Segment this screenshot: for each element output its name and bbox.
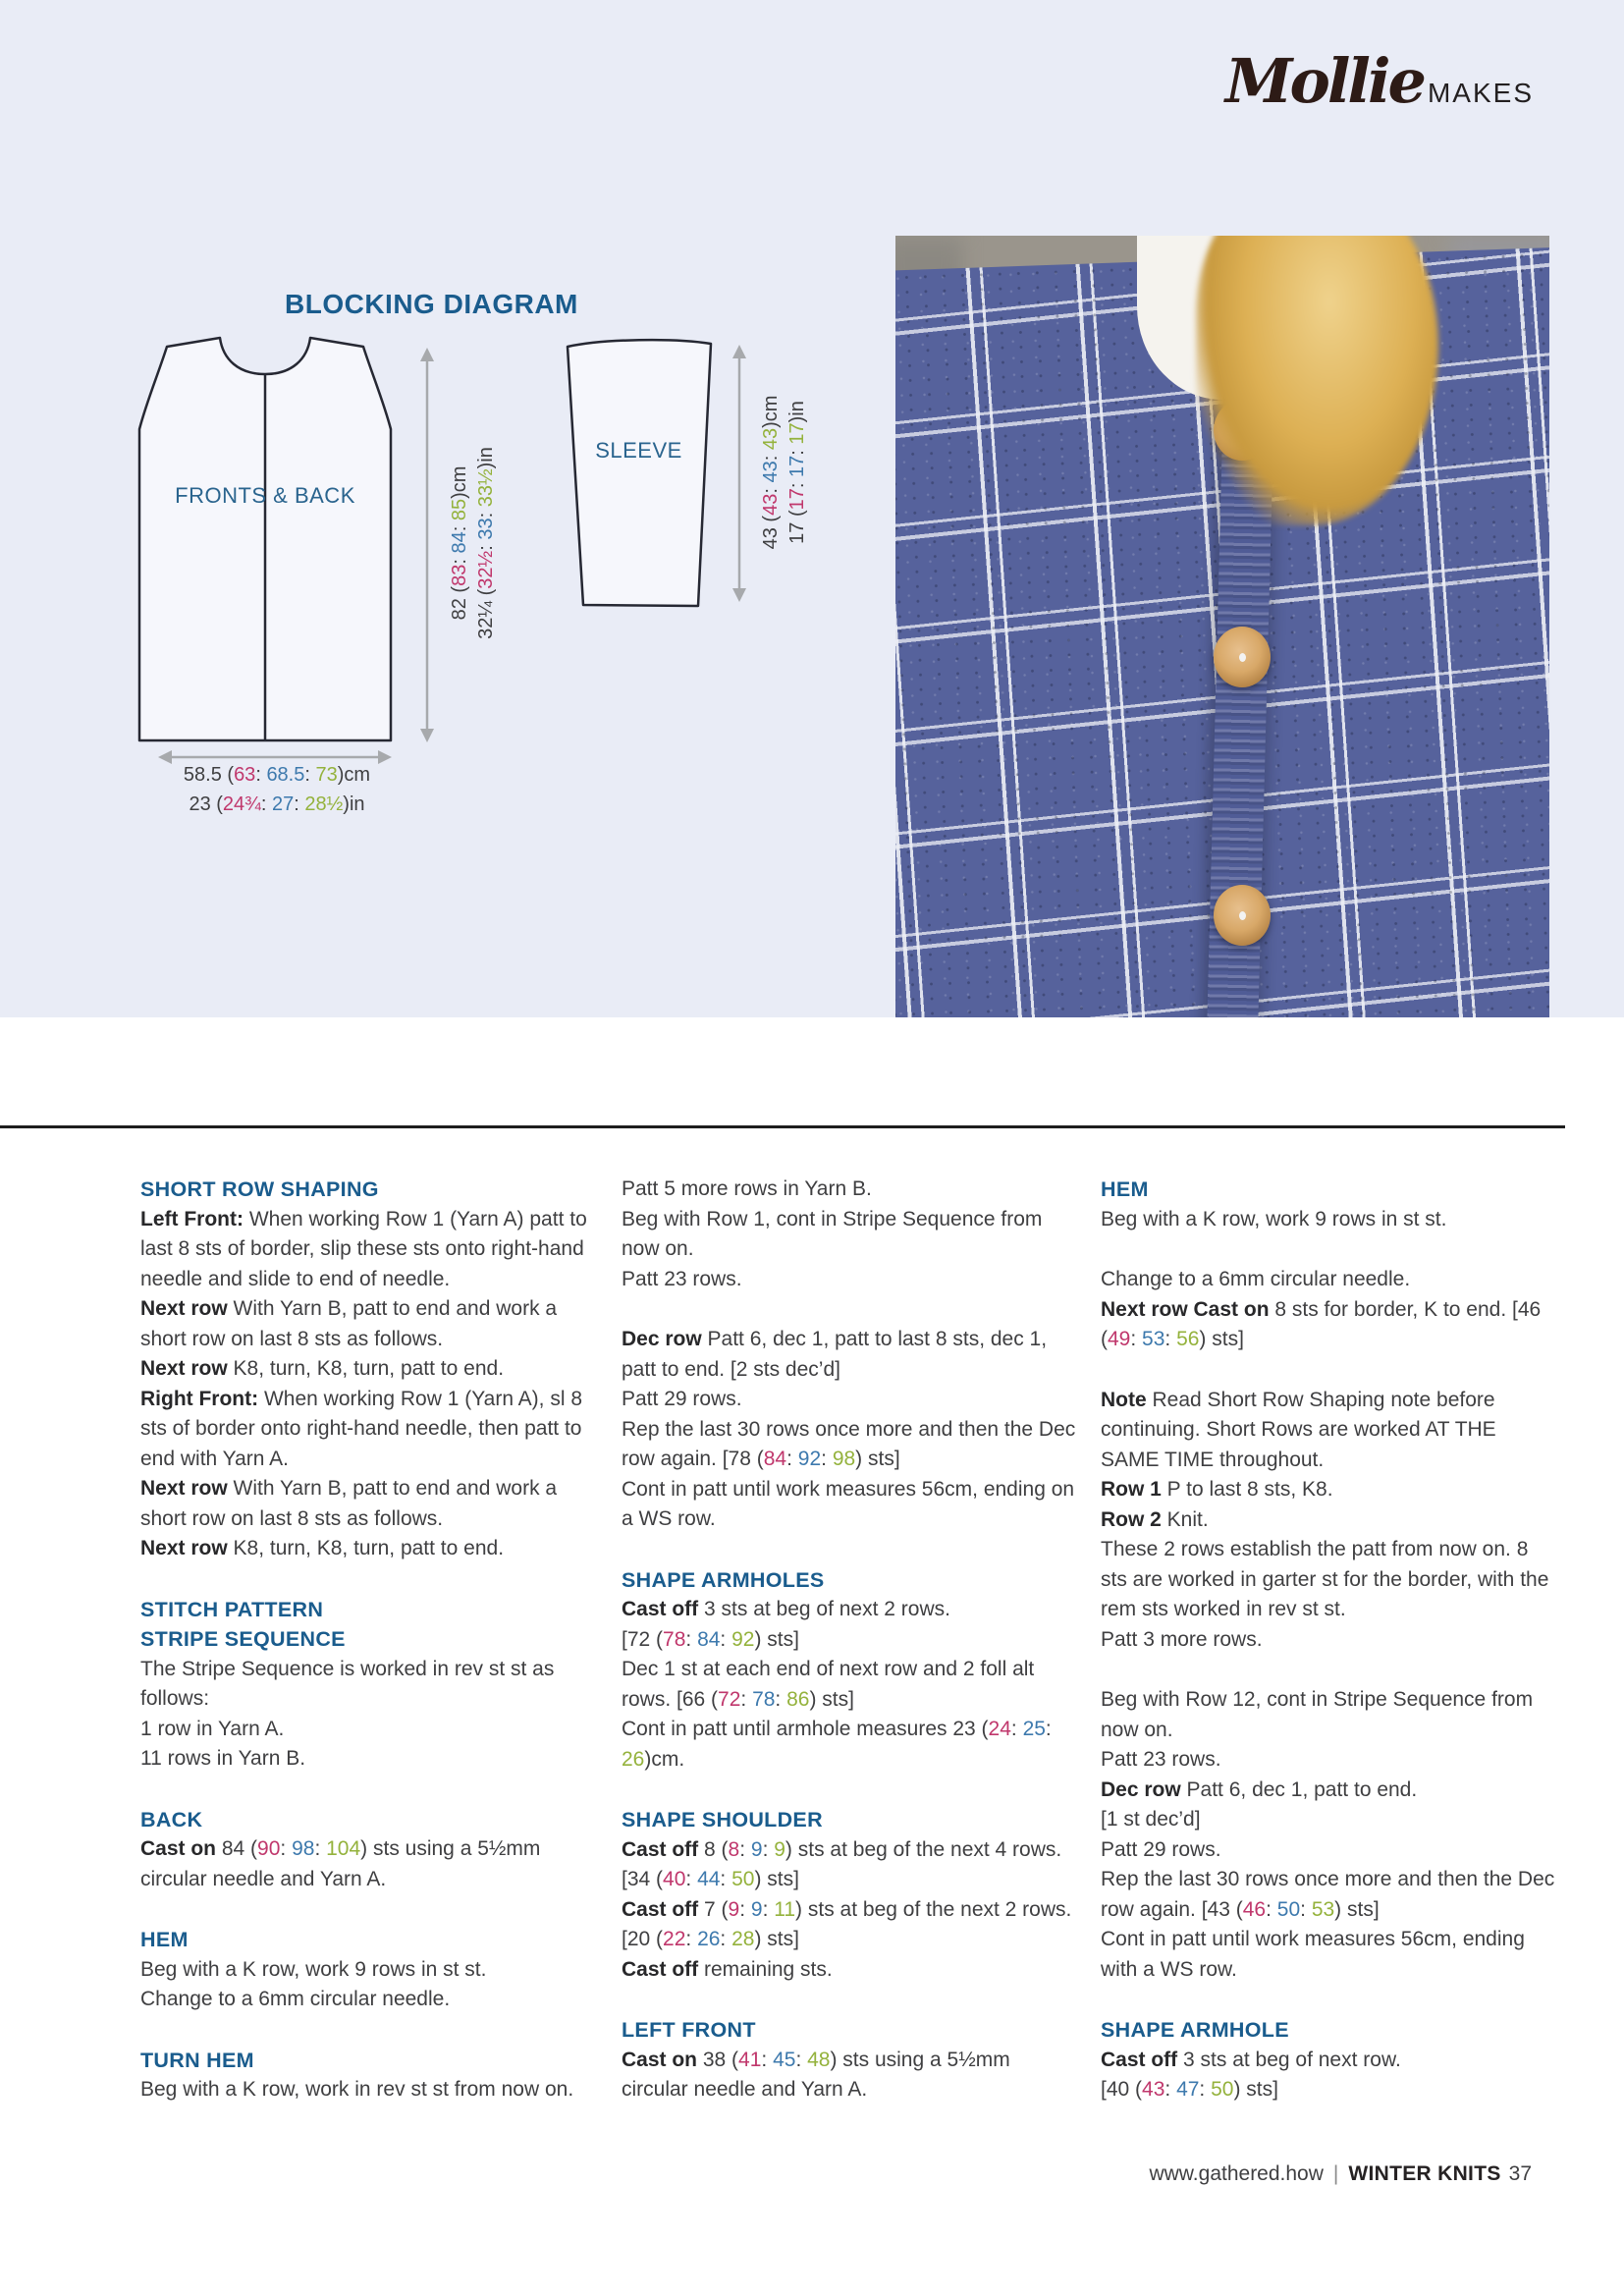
pattern-paragraph xyxy=(622,1835,1078,1895)
text-run: Beg with a K row, work 9 rows in st st. xyxy=(140,1957,487,1981)
text-run: : xyxy=(1164,2078,1177,2101)
text-run: 63 xyxy=(234,764,256,786)
text-run: Next row Cast on xyxy=(1101,1297,1270,1321)
pattern-paragraph xyxy=(1101,1505,1557,1536)
text-run: 1 row in Yarn A. xyxy=(140,1717,285,1740)
fronts-back-piece-outline xyxy=(137,334,393,742)
pattern-paragraph xyxy=(622,1475,1078,1535)
pattern-paragraph xyxy=(1101,1386,1557,1476)
text-run: 53 xyxy=(1311,1897,1335,1921)
text-run: 82 ( xyxy=(449,585,470,621)
text-run: Rep the last 30 rows once more and then the Dec row again. [78 ( xyxy=(622,1417,1076,1470)
body-width-in xyxy=(159,790,395,819)
text-run: Dec row xyxy=(1101,1777,1181,1801)
pattern-paragraph xyxy=(1101,1295,1557,1355)
text-run: )in xyxy=(475,447,497,469)
text-run: Next row xyxy=(140,1297,228,1320)
section-heading: SHAPE ARMHOLES xyxy=(622,1567,825,1592)
text-run: 41 xyxy=(738,2048,762,2071)
vertical-arrow-icon xyxy=(731,344,748,603)
text-run: 33 xyxy=(475,518,497,540)
pattern-block xyxy=(1101,1386,1557,1656)
text-run: : xyxy=(1045,1718,1052,1740)
pattern-paragraph xyxy=(140,1834,597,1894)
pattern-paragraph xyxy=(1101,1625,1557,1656)
text-run: ) sts at beg of the next 4 rows. [34 ( xyxy=(622,1837,1062,1890)
text-run: 26 xyxy=(697,1928,721,1950)
pattern-paragraph xyxy=(622,1175,1078,1205)
text-run: : xyxy=(720,1868,732,1890)
text-run: 83 xyxy=(449,564,470,586)
text-run: ) sts] xyxy=(855,1448,900,1470)
text-run: : xyxy=(304,764,316,786)
text-run: Beg with a K row, work in rev st st from now on. xyxy=(140,2078,574,2101)
text-run: : xyxy=(475,507,497,519)
blocking-diagram-title: BLOCKING DIAGRAM xyxy=(285,289,578,319)
text-run: : xyxy=(786,1448,798,1470)
section-heading: SHAPE SHOULDER xyxy=(622,1808,823,1831)
fronts-back-label: FRONTS & BACK xyxy=(175,483,355,508)
text-run: Patt 6, dec 1, patt to end. xyxy=(1180,1777,1418,1801)
text-run: 43 xyxy=(760,493,782,516)
text-run: 56 xyxy=(1176,1328,1200,1350)
pattern-paragraph xyxy=(140,1744,597,1775)
pattern-paragraph xyxy=(1101,1805,1557,1835)
text-run: Cast on xyxy=(622,2048,698,2071)
text-run: With Yarn B, patt to end and work a short row on last 8 sts as follows. xyxy=(140,1477,558,1530)
pattern-paragraph xyxy=(1101,1475,1557,1505)
pattern-paragraph xyxy=(140,1354,597,1385)
pattern-paragraph xyxy=(622,1265,1078,1295)
text-run: : xyxy=(740,1687,753,1711)
text-run: )in xyxy=(786,401,808,423)
text-run: P to last 8 sts, K8. xyxy=(1161,1478,1333,1501)
section-divider xyxy=(0,1125,1565,1128)
text-run: ) sts at beg of the next 2 rows. [20 ( xyxy=(622,1897,1072,1950)
text-run: : xyxy=(685,1868,698,1890)
text-run: Rep the last 30 rows once more and then the Dec row again. [43 ( xyxy=(1101,1868,1555,1921)
text-run: : xyxy=(449,553,470,565)
text-run: ) sts using a 5½mm circular needle and Yarn A. xyxy=(140,1837,541,1890)
text-run: : xyxy=(685,1627,698,1651)
text-run: 9 xyxy=(774,1837,785,1861)
section-heading: SHORT ROW SHAPING xyxy=(140,1177,379,1201)
text-run: ) sts] xyxy=(1233,2078,1278,2101)
text-run: Patt 23 rows. xyxy=(622,1267,742,1290)
text-run: ) sts] xyxy=(1199,1328,1244,1350)
text-run: Beg with Row 1, cont in Stripe Sequence from now on. xyxy=(622,1207,1043,1260)
text-run: 17 xyxy=(786,455,808,478)
pattern-column-2 xyxy=(622,1175,1078,2105)
text-run: Cast off xyxy=(1101,2048,1178,2071)
text-run: 26 xyxy=(622,1747,645,1771)
text-run: When working Row 1 (Yarn A), sl 8 sts of border onto right-hand needle, then patt to end with Yarn A. xyxy=(140,1387,583,1470)
text-run: 86 xyxy=(786,1687,810,1711)
text-run: 43 xyxy=(1142,2078,1165,2101)
text-run: 32¼ ( xyxy=(475,588,497,639)
text-run: 43 xyxy=(760,461,782,483)
text-run: 8 ( xyxy=(698,1837,729,1861)
text-run: 25 xyxy=(1022,1718,1046,1740)
magazine-logo xyxy=(1225,45,1534,117)
text-run: : xyxy=(786,477,808,489)
pattern-paragraph xyxy=(622,1325,1078,1385)
text-run: Cast off xyxy=(622,1897,699,1921)
pattern-paragraph xyxy=(140,1655,597,1715)
text-run: Patt 6, dec 1, patt to last 8 sts, dec 1, patt to end. [2 sts dec’d] xyxy=(622,1328,1048,1381)
text-run: 78 xyxy=(752,1687,776,1711)
text-run: : xyxy=(1010,1718,1023,1740)
text-run: 50 xyxy=(1276,1897,1301,1921)
section-heading: BACK xyxy=(140,1807,203,1831)
text-run: Left Front: xyxy=(140,1207,244,1230)
pattern-paragraph xyxy=(622,1895,1078,1955)
text-run: 92 xyxy=(731,1627,755,1651)
text-run: 3 sts at beg of next row. xyxy=(1177,2048,1401,2071)
pattern-paragraph xyxy=(622,1595,1078,1625)
text-run: 33½ xyxy=(475,468,497,508)
text-run: Cont in patt until armhole measures 23 ( xyxy=(622,1718,989,1740)
text-run: : xyxy=(1300,1897,1312,1921)
footer-magazine-title: WINTER KNITS xyxy=(1348,2162,1501,2185)
text-run: Beg with Row 12, cont in Stripe Sequence from now on. xyxy=(1101,1688,1534,1741)
text-run: 17 ( xyxy=(786,510,808,544)
footer-page-number: 37 xyxy=(1508,2162,1532,2185)
text-run: : xyxy=(760,482,782,494)
text-run: : xyxy=(475,539,497,551)
body-height-in xyxy=(473,447,500,639)
text-run: 7 ( xyxy=(698,1897,729,1921)
text-run: 53 xyxy=(1142,1328,1165,1350)
pattern-paragraph xyxy=(622,1415,1078,1475)
pattern-column-3 xyxy=(1101,1175,1557,2105)
pattern-paragraph xyxy=(622,1205,1078,1265)
text-run: When working Row 1 (Yarn A) patt to last 8 sts of border, slip these sts onto right-hand needle and slide to end of needle. xyxy=(140,1207,587,1290)
text-run: Dec 1 st at each end of next row and 2 foll alt rows. [66 ( xyxy=(622,1658,1035,1711)
text-run: : xyxy=(739,1837,751,1861)
text-run: 9 xyxy=(750,1897,763,1921)
text-run: The Stripe Sequence is worked in rev st st as follows: xyxy=(140,1657,555,1710)
pattern-block xyxy=(140,1595,597,1775)
text-run: : xyxy=(795,2048,808,2071)
text-run: 92 xyxy=(797,1448,822,1470)
section-heading: HEM xyxy=(140,1928,189,1951)
text-run: With Yarn B, patt to end and work a short row on last 8 sts as follows. xyxy=(140,1297,558,1350)
text-run: 84 ( xyxy=(216,1837,258,1860)
section-heading: STRIPE SEQUENCE xyxy=(140,1627,346,1651)
text-run: Cast off xyxy=(622,1957,699,1981)
pattern-paragraph xyxy=(1101,1205,1557,1235)
section-heading: HEM xyxy=(1101,1177,1149,1201)
text-run: Patt 29 rows. xyxy=(1101,1837,1221,1861)
text-run: ) sts] xyxy=(809,1687,854,1711)
text-run: : xyxy=(762,1837,775,1861)
model-photo xyxy=(895,236,1549,1017)
text-run: 32½ xyxy=(475,550,497,589)
sleeve-piece-outline xyxy=(565,335,714,608)
text-run: 84 xyxy=(763,1448,787,1470)
text-run: Row 2 xyxy=(1101,1507,1162,1531)
text-run: : xyxy=(314,1837,327,1860)
text-run: 58.5 ( xyxy=(183,764,235,786)
text-run: 3 sts at beg of next 2 rows. xyxy=(698,1598,950,1620)
pattern-paragraph xyxy=(622,1655,1078,1715)
text-run: 44 xyxy=(697,1868,721,1890)
text-run: 104 xyxy=(326,1837,361,1860)
wooden-button xyxy=(1214,885,1271,946)
text-run: 48 xyxy=(807,2048,831,2071)
text-run: : xyxy=(775,1687,787,1711)
pattern-paragraph xyxy=(140,1715,597,1745)
text-run: 98 xyxy=(292,1837,315,1860)
pattern-paragraph xyxy=(1101,2075,1557,2105)
pattern-paragraph xyxy=(140,1474,597,1534)
text-run: : xyxy=(760,450,782,462)
section-heading: SHAPE ARMHOLE xyxy=(1101,2018,1289,2042)
pattern-paragraph xyxy=(140,1534,597,1564)
pattern-block xyxy=(140,1805,597,1895)
text-run: ) sts] xyxy=(754,1627,799,1651)
text-run: ) sts] xyxy=(754,1928,799,1950)
text-run: K8, turn, K8, turn, patt to end. xyxy=(227,1537,505,1559)
text-run: Row 1 xyxy=(1101,1478,1162,1501)
pattern-paragraph xyxy=(140,1385,597,1475)
text-run: 9 xyxy=(750,1837,763,1861)
footer-separator: | xyxy=(1332,2162,1339,2185)
text-run: Right Front: xyxy=(140,1387,259,1410)
text-run: : xyxy=(739,1897,751,1921)
sleeve-height-cm xyxy=(758,396,785,550)
text-run: Next row xyxy=(140,1537,228,1559)
section-heading: STITCH PATTERN xyxy=(140,1597,324,1621)
pattern-paragraph xyxy=(140,1955,597,1986)
pattern-paragraph xyxy=(622,1385,1078,1415)
top-section xyxy=(0,0,1624,1017)
pattern-paragraph xyxy=(622,2046,1078,2105)
pattern-paragraph xyxy=(140,1294,597,1354)
body-width-cm xyxy=(159,760,395,790)
text-run: 23 ( xyxy=(189,793,223,815)
text-run: 47 xyxy=(1176,2078,1200,2101)
vertical-arrow-icon xyxy=(418,347,436,743)
text-run: )in xyxy=(343,793,365,815)
text-run: 85 xyxy=(449,498,470,521)
pattern-block xyxy=(622,1805,1078,1985)
text-run: Next row xyxy=(140,1477,228,1500)
section-heading: LEFT FRONT xyxy=(622,2018,756,2042)
text-run: Beg with a K row, work 9 rows in st st. xyxy=(1101,1207,1447,1230)
logo-sans-text: MAKES xyxy=(1427,78,1534,108)
text-run: Cast off xyxy=(622,1837,699,1861)
pattern-block xyxy=(140,2046,597,2105)
text-run: : xyxy=(720,1928,732,1950)
text-run: : xyxy=(449,520,470,532)
pattern-paragraph xyxy=(1101,1865,1557,1925)
text-run: Patt 23 rows. xyxy=(1101,1748,1221,1771)
pattern-paragraph xyxy=(1101,2046,1557,2076)
text-run: 84 xyxy=(449,531,470,554)
text-run: 40 xyxy=(663,1868,686,1890)
text-run: : xyxy=(1266,1897,1277,1921)
text-run: Knit. xyxy=(1161,1507,1209,1531)
text-run: : xyxy=(762,1897,775,1921)
pattern-column-1 xyxy=(140,1175,597,2105)
text-run: : xyxy=(720,1627,732,1651)
pattern-paragraph xyxy=(1101,1265,1557,1295)
text-run: 24 xyxy=(988,1718,1011,1740)
text-run: Cast off xyxy=(622,1598,699,1620)
pattern-block xyxy=(140,1925,597,2015)
text-run: 28 xyxy=(731,1928,755,1950)
text-run: 27 xyxy=(271,793,295,815)
text-run: These 2 rows establish the patt from now on. 8 sts are worked in garter st for the border, with the rem sts worked in rev st st. xyxy=(1101,1538,1549,1620)
text-run: 8 sts for border, K to end. [46 ( xyxy=(1101,1297,1542,1350)
text-run: 78 xyxy=(663,1627,686,1651)
pattern-paragraph xyxy=(622,1625,1078,1656)
text-run: 73 xyxy=(315,764,338,786)
text-run: 38 ( xyxy=(697,2048,739,2071)
footer-url: www.gathered.how xyxy=(1149,2162,1324,2185)
text-run: 46 xyxy=(1242,1897,1267,1921)
text-run: 50 xyxy=(1211,2078,1234,2101)
text-run: ) sts] xyxy=(1334,1897,1380,1921)
pattern-block xyxy=(622,2015,1078,2105)
text-run: remaining sts. xyxy=(698,1957,833,1981)
text-run: : xyxy=(260,793,272,815)
text-run: Patt 29 rows. xyxy=(622,1388,742,1410)
text-run: 24¾ xyxy=(222,793,261,815)
text-run: : xyxy=(294,793,305,815)
text-run: 17 xyxy=(786,422,808,445)
text-run: 50 xyxy=(731,1868,755,1890)
text-run: Change to a 6mm circular needle. xyxy=(1101,1268,1411,1290)
text-run: K8, turn, K8, turn, patt to end. xyxy=(227,1357,505,1380)
wooden-button xyxy=(1214,627,1271,687)
pattern-paragraph xyxy=(1101,1745,1557,1776)
text-run: Read Short Row Shaping note before continuing. Short Rows are worked AT THE SAME TIME throughout. xyxy=(1101,1388,1496,1471)
pattern-paragraph xyxy=(622,1715,1078,1775)
text-run: 90 xyxy=(257,1837,281,1860)
text-run: 45 xyxy=(773,2048,796,2071)
text-run: : xyxy=(1164,1328,1177,1350)
text-run: )cm xyxy=(337,764,371,786)
text-run: 9 xyxy=(728,1897,740,1921)
text-run: 49 xyxy=(1108,1328,1131,1350)
pattern-block xyxy=(1101,1685,1557,1985)
text-run: ) sts using a 5½mm circular needle and Yarn A. xyxy=(622,2048,1010,2101)
text-run: : xyxy=(821,1448,833,1470)
body-height-cm xyxy=(447,447,473,639)
text-run: Change to a 6mm circular needle. xyxy=(140,1988,451,2010)
text-run: 11 rows in Yarn B. xyxy=(140,1747,306,1770)
text-run: Patt 5 more rows in Yarn B. xyxy=(622,1177,872,1200)
text-run: : xyxy=(1130,1328,1143,1350)
text-run: Cont in patt until work measures 56cm, ending on a WS row. xyxy=(622,1477,1075,1530)
text-run: Dec row xyxy=(622,1328,702,1350)
text-run: 43 ( xyxy=(760,515,782,550)
pattern-block xyxy=(1101,2015,1557,2105)
text-run: [1 st dec’d] xyxy=(1101,1808,1201,1831)
text-run: ) sts] xyxy=(754,1868,799,1890)
pattern-block xyxy=(622,1175,1078,1294)
logo-script-text: Mollie xyxy=(1224,45,1424,117)
sleeve-label: SLEEVE xyxy=(595,438,682,463)
sleeve-height-in xyxy=(785,396,811,550)
body-width-measurement xyxy=(159,760,395,819)
text-run: [40 ( xyxy=(1101,2078,1143,2101)
text-run: 72 xyxy=(718,1687,741,1711)
text-run: [72 ( xyxy=(622,1627,664,1651)
text-run: 84 xyxy=(697,1627,721,1651)
pattern-paragraph xyxy=(1101,1685,1557,1745)
pattern-paragraph xyxy=(1101,1835,1557,1866)
text-run: Patt 3 more rows. xyxy=(1101,1627,1263,1651)
pattern-paragraph xyxy=(622,1955,1078,1986)
pattern-paragraph xyxy=(1101,1776,1557,1806)
text-run: Next row xyxy=(140,1357,228,1380)
text-run: 43 xyxy=(760,427,782,451)
text-run: )cm xyxy=(760,395,782,428)
text-run: 17 xyxy=(786,488,808,511)
section-heading: TURN HEM xyxy=(140,2048,254,2072)
text-run: : xyxy=(786,444,808,456)
text-run: )cm xyxy=(449,465,470,499)
pattern-paragraph xyxy=(1101,1925,1557,1985)
text-run: : xyxy=(761,2048,774,2071)
body-height-measurement xyxy=(447,447,500,639)
text-run: 28½ xyxy=(304,793,344,815)
page-footer xyxy=(1149,2162,1532,2186)
pattern-paragraph xyxy=(140,2075,597,2105)
sleeve-height-measurement xyxy=(758,396,811,550)
text-run: 11 xyxy=(774,1897,796,1921)
text-run: : xyxy=(280,1837,293,1860)
pattern-paragraph xyxy=(140,1205,597,1295)
pattern-block xyxy=(1101,1265,1557,1355)
text-run: 68.5 xyxy=(266,764,305,786)
pattern-paragraph xyxy=(140,1985,597,2015)
text-run: )cm. xyxy=(644,1747,685,1771)
pattern-block xyxy=(140,1175,597,1564)
text-run: 22 xyxy=(663,1928,686,1950)
text-run: : xyxy=(685,1928,698,1950)
pattern-block xyxy=(622,1565,1078,1776)
text-run: Cast on xyxy=(140,1837,217,1860)
text-run: Note xyxy=(1101,1388,1147,1411)
text-run: : xyxy=(255,764,267,786)
pattern-block xyxy=(622,1325,1078,1535)
text-run: 8 xyxy=(728,1837,740,1861)
text-run: Cont in patt until work measures 56cm, ending with a WS row. xyxy=(1101,1928,1525,1981)
text-run: : xyxy=(1199,2078,1212,2101)
pattern-paragraph xyxy=(1101,1535,1557,1625)
pattern-block xyxy=(1101,1175,1557,1234)
text-run: 98 xyxy=(832,1448,856,1470)
